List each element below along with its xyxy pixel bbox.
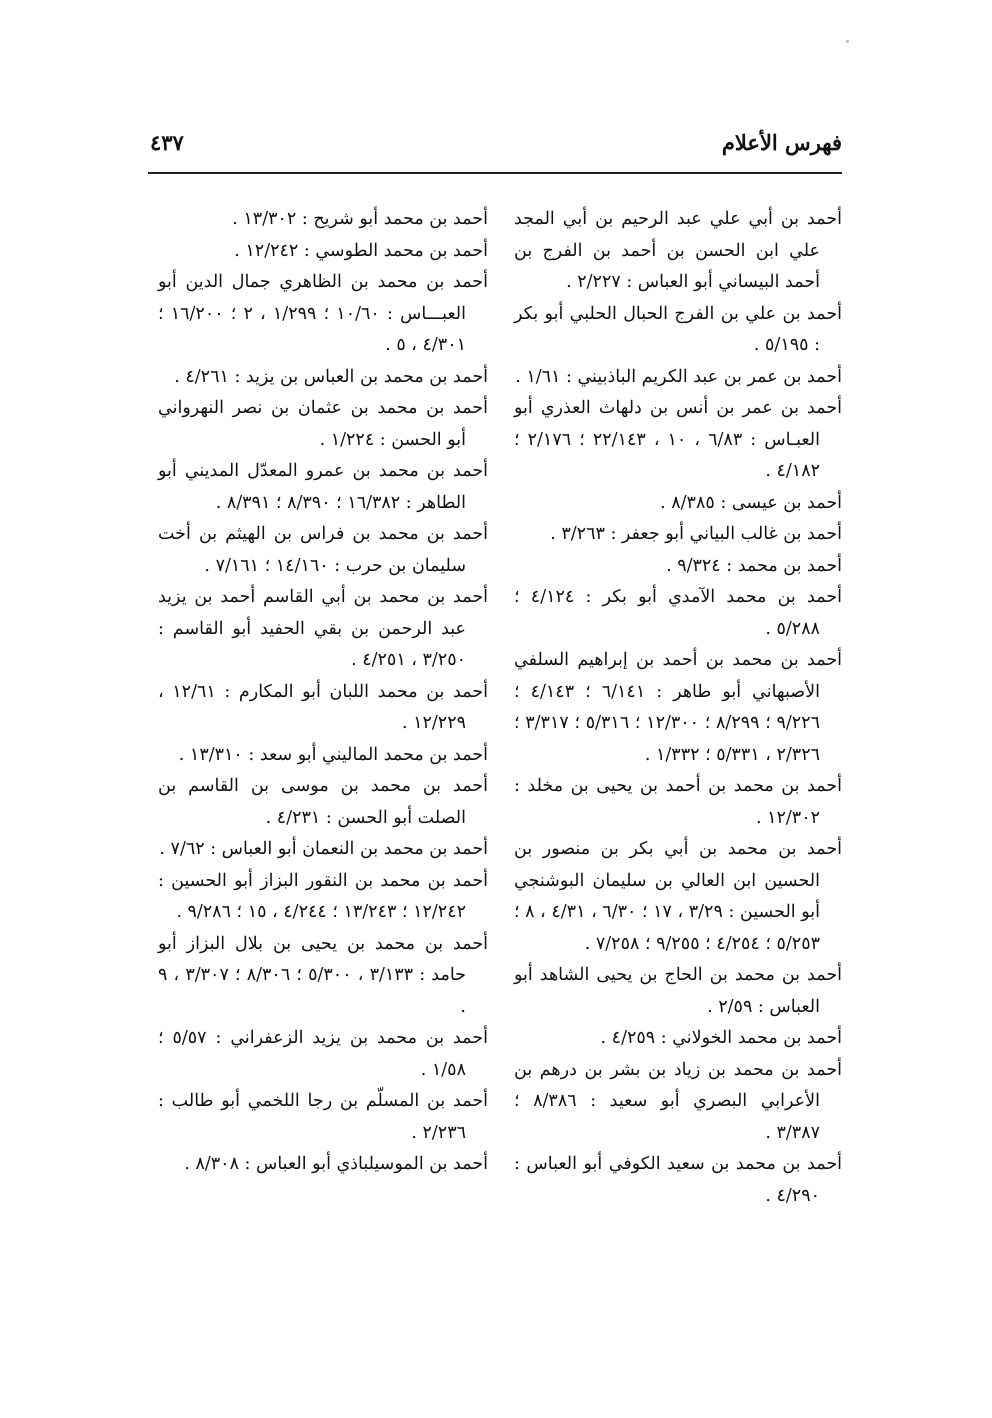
index-entry: أحمد بن علي بن الفرج الحبال الحلبي أبو بكر : ٥/١٩٥ . (514, 303, 842, 355)
index-entry: أحمد بن عيسى : ٨/٣٨٥ . (660, 492, 842, 513)
index-entry: أحمد بن محمد الخولاني : ٤/٢٥٩ . (600, 1028, 842, 1048)
index-entry: أحمد بن محمد بن أبي بكر بن منصور بن الحسين ابن العالي بن سليمان البوشنجي أبو الحسين : ٣/٢٩ ، ١٧ ؛ ٦/٣٠ ، ٤/٣١ ، ٨ ؛ ٥/٢٥٣ ؛ ٤/٢٥٤ ؛ ٩/٢٥٥ ؛ ٧/٢٥٨ . (514, 839, 842, 954)
index-column-right (514, 204, 842, 1212)
index-entry: أحمد بن محمد الطوسي : ١٢/٢٤٢ . (234, 240, 488, 261)
index-entry: أحمد بن محمد بن زياد بن بشر بن درهم بن الأعرابي البصري أبو سعيد : ٨/٣٨٦ ؛ ٣/٣٨٧ . (514, 1059, 842, 1143)
index-entry: أحمد بن محمد بن أحمد بن يحيى بن مخلد : ١٢/٣٠٢ . (514, 776, 842, 828)
index-entry: أحمد بن محمد بن يحيى بن بلال البزاز أبو حامد : ٣/١٣٣ ، ٥/٣٠٠ ؛ ٨/٣٠٦ ؛ ٣/٣٠٧ ، ٩ . (158, 933, 488, 1017)
index-entry: أحمد بن عمر بن عبد الكريم الباذبيني : ١/٦١ . (515, 366, 842, 387)
index-entry: أحمد بن محمد بن يزيد الزعفراني : ٥/٥٧ ؛ ١/٥٨ . (158, 1028, 488, 1080)
index-entry: أحمد بن محمد بن الحاج بن يحيى الشاهد أبو العباس : ٢/٥٩ . (514, 965, 842, 1017)
index-entry: أحمد بن محمد بن سعيد الكوفي أبو العباس : ٤/٢٩٠ . (514, 1154, 842, 1206)
index-entry: أحمد بن محمد بن النقور البزاز أبو الحسين : ١٢/٢٤٢ ؛ ١٣/٢٤٣ ؛ ٤/٢٤٤ ، ١٥ ؛ ٩/٢٨٦ . (158, 870, 488, 922)
index-entry: أحمد بن محمد اللبان أبو المكارم : ١٢/٦١ ، ١٢/٢٢٩ . (158, 681, 488, 733)
index-entry: أحمد بن محمد الآمدي أبو بكر : ٤/١٢٤ ؛ ٥/٢٨٨ . (514, 587, 842, 639)
index-entry: أحمد بن محمد بن عثمان بن نصر النهرواني أبو الحسن : ١/٢٢٤ . (158, 398, 488, 450)
index-entry: أحمد بن محمد بن أبي القاسم أحمد بن يزيد عبد الرحمن بن بقي الحفيد أبو القاسم : ٣/٢٥٠ ، ٤/٢٥١ . (158, 587, 488, 670)
page-number: ٤٣٧ (150, 129, 184, 155)
index-entry: أحمد بن محمد بن فراس بن الهيثم بن أخت سليمان بن حرب : ١٤/١٦٠ ؛ ٧/١٦١ . (158, 524, 488, 576)
index-entry: أحمد بن أبي علي عبد الرحيم بن أبي المجد علي ابن الحسن بن أحمد بن الفرج بن أحمد البيساني أبو العباس : ٢/٢٢٧ . (514, 209, 842, 292)
index-entry: أحمد بن محمد أبو شريح : ١٣/٣٠٢ . (232, 209, 488, 229)
index-column-left (158, 204, 488, 1181)
index-entry: أحمد بن محمد الماليني أبو سعد : ١٣/٣١٠ . (178, 744, 488, 765)
running-title: فهرس الأعلام (721, 129, 842, 155)
header-rule (148, 172, 842, 174)
index-entry: أحمد بن محمد بن النعمان أبو العباس : ٧/٦٢ . (159, 839, 488, 859)
index-entry: أحمد بن محمد بن العباس بن يزيد : ٤/٢٦١ . (174, 366, 488, 387)
scan-speck (846, 40, 849, 43)
index-entry: أحمد بن محمد بن موسى بن القاسم بن الصلت أبو الحسن : ٤/٢٣١ . (158, 776, 488, 828)
index-entry: أحمد بن محمد بن الظاهري جمال الدين أبو العبـــاس : ١٠/٦٠ ؛ ١/٢٩٩ ، ٢ ؛ ١٦/٢٠٠ ؛ ٤/٣٠١ ، ٥ . (158, 272, 488, 355)
index-entry: أحمد بن محمد بن أحمد بن إبراهيم السلفي الأصبهاني أبو طاهر : ٦/١٤١ ؛ ٤/١٤٣ ؛ ٩/٢٢٦ ؛ ٨/٢٩٩ ؛ ١٢/٣٠٠ ؛ ٥/٣١٦ ؛ ٣/٣١٧ ؛ ٢/٣٢٦ ، ٥/٣٣١ ؛ ١/٣٣٢ . (514, 650, 842, 765)
index-entry: أحمد بن محمد : ٩/٣٢٤ . (666, 555, 842, 576)
page-header (150, 122, 842, 162)
index-entry: أحمد بن الموسيلباذي أبو العباس : ٨/٣٠٨ . (184, 1154, 488, 1174)
index-entry: أحمد بن محمد بن عمرو المعدّل المديني أبو الطاهر : ١٦/٣٨٢ ؛ ٨/٣٩٠ ؛ ٨/٣٩١ . (158, 461, 488, 513)
index-entry: أحمد بن عمر بن أنس بن دلهاث العذري أبو العبـاس : ٦/٨٣ ، ١٠ ، ٢٢/١٤٣ ؛ ٢/١٧٦ ؛ ٤/١٨٢ . (514, 398, 842, 481)
index-entry: أحمد بن المسلّم بن رجا اللخمي أبو طالب : ٢/٢٣٦ . (158, 1091, 488, 1143)
index-entry: أحمد بن غالب البياني أبو جعفر : ٣/٢٦٣ . (550, 524, 842, 544)
